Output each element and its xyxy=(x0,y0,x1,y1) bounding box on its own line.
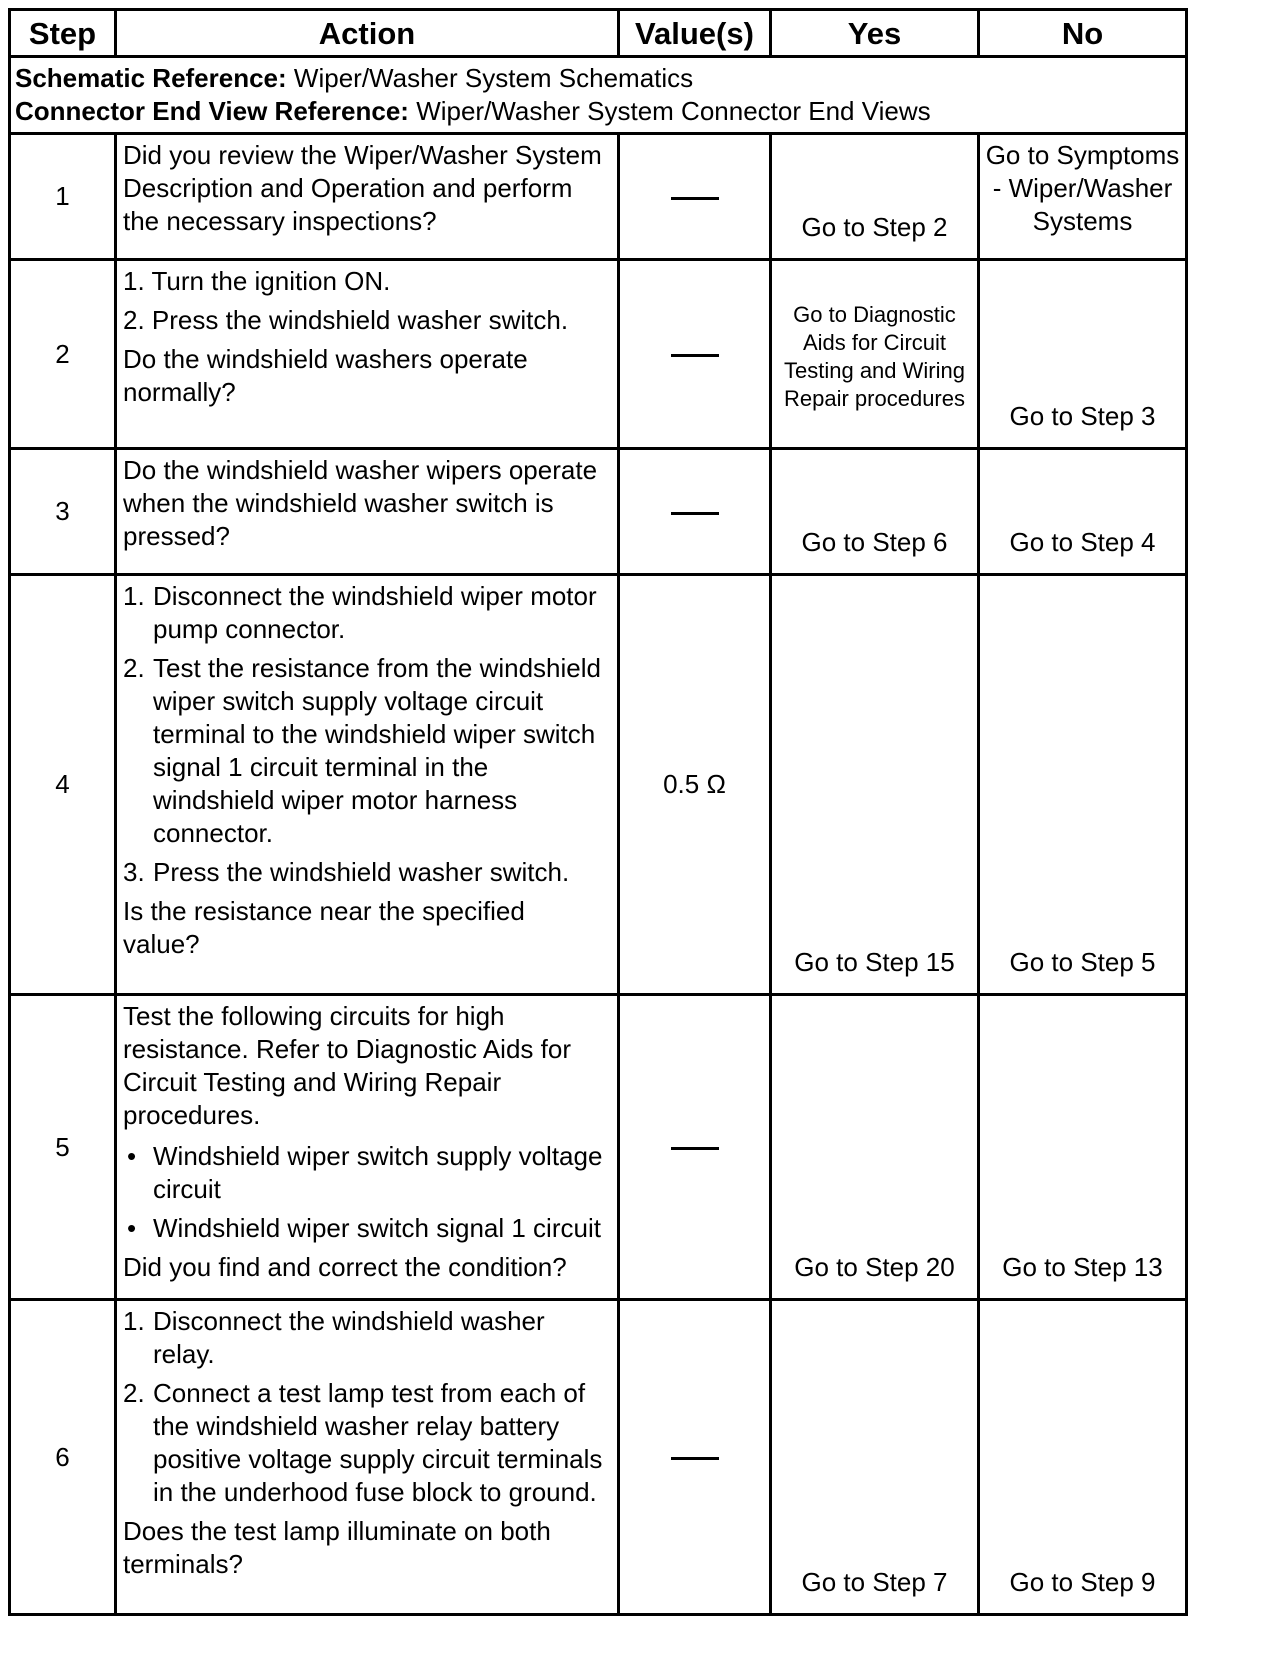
action-question: value? xyxy=(123,929,200,959)
list-item: • Windshield wiper switch signal 1 circuit xyxy=(123,1212,611,1245)
action-text: Test the following circuits for high xyxy=(123,1001,505,1031)
action-text: resistance. Refer to Diagnostic Aids for xyxy=(123,1034,571,1064)
empty-value-dash xyxy=(671,512,719,515)
yes-cell xyxy=(771,449,979,575)
yes-link[interactable]: Repair procedures xyxy=(784,386,965,411)
value-cell xyxy=(619,995,771,1300)
no-cell xyxy=(979,260,1187,449)
step-number: 4 xyxy=(10,575,116,995)
no-link[interactable]: Go to Step 9 xyxy=(1009,1567,1156,1597)
action-cell xyxy=(116,1300,619,1615)
yes-cell xyxy=(771,575,979,995)
yes-cell xyxy=(771,260,979,449)
value-cell xyxy=(619,260,771,449)
action-text: Did you review the Wiper/Washer System xyxy=(123,140,602,170)
no-cell xyxy=(979,449,1187,575)
value-cell xyxy=(619,134,771,260)
header-row xyxy=(10,10,1187,57)
no-link[interactable]: Go to Symptoms xyxy=(985,140,1180,170)
yes-link[interactable]: Aids for Circuit xyxy=(802,330,947,355)
step-number: 6 xyxy=(10,1300,116,1615)
empty-value-dash xyxy=(671,1457,719,1460)
step-number: 1 xyxy=(10,134,116,260)
table-row xyxy=(10,995,1187,1300)
header-no: No xyxy=(979,10,1187,57)
value-cell xyxy=(619,1300,771,1615)
no-link[interactable]: Go to Step 13 xyxy=(1002,1252,1163,1282)
value-cell: 0.5 Ω xyxy=(619,575,771,995)
no-link[interactable]: Go to Step 3 xyxy=(1009,401,1156,431)
table-row xyxy=(10,449,1187,575)
action-steps-list xyxy=(123,1305,611,1509)
schematic-reference-link[interactable]: Wiper/Washer System Schematics xyxy=(293,63,694,93)
list-item: 2. Test the resistance from the windshield wiper switch supply voltage circuit terminal to the windshield wiper switch signal 1 circuit terminal in the windshield wiper motor harness connector. xyxy=(123,653,601,848)
action-question: Did you find and correct the condition? xyxy=(123,1252,567,1282)
header-action: Action xyxy=(116,10,619,57)
yes-cell xyxy=(771,134,979,260)
no-cell xyxy=(979,575,1187,995)
action-steps-list xyxy=(123,580,611,889)
no-link[interactable]: Go to Step 5 xyxy=(1009,947,1156,977)
value-cell xyxy=(619,449,771,575)
no-link[interactable]: Systems xyxy=(1032,206,1133,236)
action-text: Do the windshield washer wipers operate xyxy=(123,455,598,485)
action-text: Description and Operation and perform xyxy=(123,173,573,203)
table-row xyxy=(10,1300,1187,1615)
connector-reference-label: Connector End View Reference: xyxy=(15,96,409,126)
table-row xyxy=(10,134,1187,260)
action-question: terminals? xyxy=(123,1549,243,1579)
action-cell xyxy=(116,575,619,995)
action-cell xyxy=(116,449,619,575)
no-cell xyxy=(979,134,1187,260)
yes-link[interactable]: Go to Step 15 xyxy=(794,947,955,977)
yes-cell xyxy=(771,995,979,1300)
step-number: 3 xyxy=(10,449,116,575)
yes-link[interactable]: Go to Step 7 xyxy=(801,1567,948,1597)
empty-value-dash xyxy=(671,354,719,357)
circuit-list xyxy=(123,1140,611,1245)
no-cell xyxy=(979,1300,1187,1615)
action-text: the necessary inspections? xyxy=(123,206,437,236)
yes-link[interactable]: Testing and Wiring xyxy=(784,358,965,383)
header-step: Step xyxy=(10,10,116,57)
reference-cell xyxy=(10,57,1187,134)
action-cell xyxy=(116,134,619,260)
yes-link[interactable]: Go to Step 6 xyxy=(801,527,948,557)
action-step-text: 2. Press the windshield washer switch. xyxy=(123,305,569,335)
bullet: • xyxy=(127,1141,137,1171)
action-text: Circuit Testing and Wiring Repair xyxy=(123,1067,502,1097)
no-cell xyxy=(979,995,1187,1300)
schematic-reference-label: Schematic Reference: xyxy=(15,63,287,93)
action-text: when the windshield washer switch is xyxy=(123,488,554,518)
action-step-text: 1. Turn the ignition ON. xyxy=(123,266,391,296)
table-row xyxy=(10,575,1187,995)
connector-reference-link[interactable]: Wiper/Washer System Connector End Views xyxy=(416,96,931,126)
yes-link[interactable]: Go to Diagnostic xyxy=(793,302,956,327)
action-question: Is the resistance near the specified xyxy=(123,896,525,926)
empty-value-dash xyxy=(671,1147,719,1150)
yes-link[interactable]: Go to Step 20 xyxy=(794,1252,955,1282)
reference-row xyxy=(10,57,1187,134)
no-link[interactable]: Go to Step 4 xyxy=(1009,527,1156,557)
action-question: Does the test lamp illuminate on both xyxy=(123,1516,551,1546)
action-cell xyxy=(116,995,619,1300)
yes-cell xyxy=(771,1300,979,1615)
header-values: Value(s) xyxy=(619,10,771,57)
step-number: 2 xyxy=(10,260,116,449)
list-item: • Windshield wiper switch supply voltage circuit xyxy=(123,1140,611,1206)
action-text: pressed? xyxy=(123,521,230,551)
empty-value-dash xyxy=(671,197,719,200)
list-item: 3. Press the windshield washer switch. xyxy=(123,857,570,887)
header-yes: Yes xyxy=(771,10,979,57)
list-item: 2. Connect a test lamp test from each of the windshield washer relay battery positive voltage supply circuit terminals in the underhood fuse block to ground. xyxy=(123,1378,603,1507)
bullet: • xyxy=(127,1213,137,1243)
diagnostic-table xyxy=(8,8,1188,1616)
yes-link[interactable]: Go to Step 2 xyxy=(801,212,948,242)
step-number: 5 xyxy=(10,995,116,1300)
list-item: 1. Disconnect the windshield wiper motor pump connector. xyxy=(123,581,597,644)
action-text: procedures. xyxy=(123,1100,261,1130)
action-question: normally? xyxy=(123,377,236,407)
table-row xyxy=(10,260,1187,449)
list-item: 1. Disconnect the windshield washer relay. xyxy=(123,1306,545,1369)
action-cell xyxy=(116,260,619,449)
no-link[interactable]: - Wiper/Washer xyxy=(992,173,1173,203)
action-question: Do the windshield washers operate xyxy=(123,344,528,374)
